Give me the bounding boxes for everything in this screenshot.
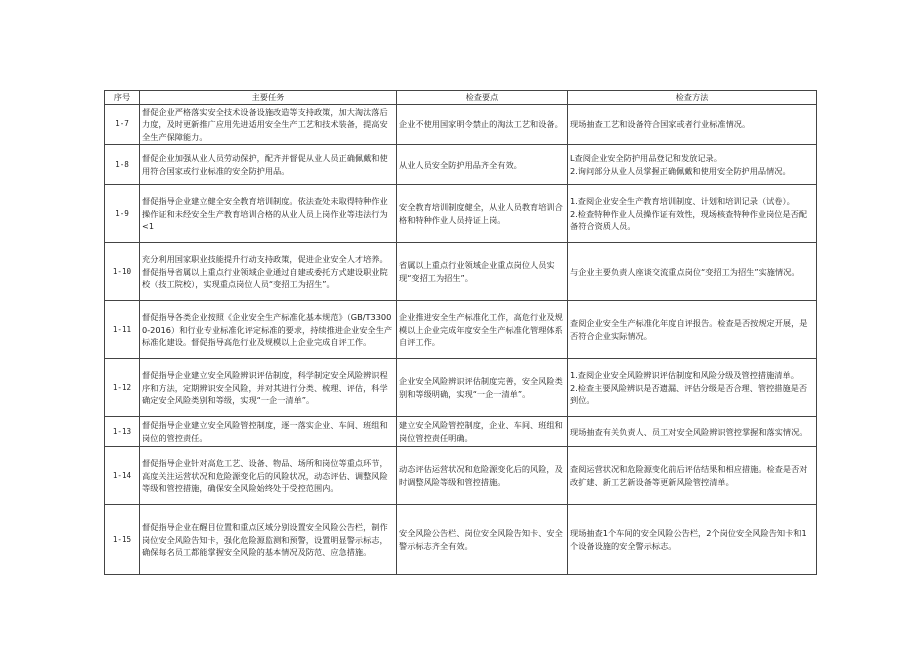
table-row <box>105 301 817 359</box>
row-method-line: 1.查阅企业安全风险辨识评估制度和风险分级及管控措施清单。 <box>570 369 799 380</box>
row-serial: 1-15 <box>105 505 140 575</box>
row-points: 省属以上重点行业领域企业重点岗位人员实现“变招工为招生”。 <box>397 243 568 301</box>
row-serial: 1-10 <box>105 243 140 301</box>
table-header-row <box>105 91 817 105</box>
header-serial: 序号 <box>105 91 140 105</box>
row-method: 查阅企业安全生产标准化年度自评报告。检查是否按规定开展，是否符合企业实际情况。 <box>568 301 817 359</box>
row-method: 现场抽查1个车间的安全风险公告栏，2个岗位安全风险告知卡和1个设备设施的安全警示标志。 <box>568 505 817 575</box>
row-method: 与企业主要负责人座谈交流重点岗位“变招工为招生”实施情况。 <box>568 243 817 301</box>
row-method-line: 2.询问部分从业人员掌握正确佩戴和使用安全防护用品情况。 <box>570 165 791 176</box>
header-check-method: 检查方法 <box>568 91 817 105</box>
table-row <box>105 104 817 145</box>
row-method <box>568 145 817 185</box>
table-row <box>105 359 817 417</box>
table-row <box>105 145 817 185</box>
inspection-table-page <box>104 90 816 575</box>
row-points: 动态评估运营状况和危险源变化后的风险，及时调整风险等级和管控措施。 <box>397 447 568 505</box>
row-method-line: 2.检查特种作业人员操作证有效性，现场核查特种作业岗位是否配备符合资质人员。 <box>570 208 808 232</box>
row-serial: 1-9 <box>105 185 140 243</box>
row-method: 现场抽查工艺和设备符合国家或者行业标准情况。 <box>568 104 817 145</box>
row-serial: 1-14 <box>105 447 140 505</box>
row-method-line: L查阅企业安全防护用品登记和发放记录。 <box>570 153 722 164</box>
row-task: 督促指导企业针对高危工艺、设备、物品、场所和岗位等重点环节，高度关注运营状况和危险源变化后的风险状况，动态评估、调整风险等级和管控措施，确保安全风险始终处于受控范围内。 <box>140 447 397 505</box>
table-row <box>105 417 817 447</box>
row-task: 督促指导各类企业按照《企业安全生产标准化基本规范》（GB/T33000-2016）和行业专业标准化评定标准的要求，持续推进企业安全生产标准化建设。督促指导高危行业及规模以上企业完成自评工作。 <box>140 301 397 359</box>
row-method: 查阅运营状况和危险源变化前后评估结果和相应措施。检查是否对改扩建、新工艺新设备等更新风险管控清单。 <box>568 447 817 505</box>
row-points: 企业不使用国家明令禁止的淘汰工艺和设备。 <box>397 104 568 145</box>
row-points: 安全风险公告栏、岗位安全风险告知卡、安全警示标志齐全有效。 <box>397 505 568 575</box>
row-method-line: 2.检查主要风险辨识是否遗漏、评估分级是否合理、管控措施是否到位。 <box>570 382 808 406</box>
table-row <box>105 243 817 301</box>
row-task: 督促企业加强从业人员劳动保护，配齐并督促从业人员正确佩戴和使用符合国家或行业标准的安全防护用品。 <box>140 145 397 185</box>
header-main-task: 主要任务 <box>140 91 397 105</box>
row-points: 企业安全风险辨识评估制度完善，安全风险类别和等级明确，实现“一企一清单”。 <box>397 359 568 417</box>
row-task: 督促指导企业建立安全风险管控制度，逐一落实企业、车间、班组和岗位的管控责任。 <box>140 417 397 447</box>
row-method <box>568 359 817 417</box>
table-row <box>105 505 817 575</box>
row-task: 督促指导企业在醒目位置和重点区域分别设置安全风险公告栏，制作岗位安全风险告知卡，强化危险源监测和预警，设置明显警示标志，确保每名员工都能掌握安全风险的基本情况及防范、应急措施。 <box>140 505 397 575</box>
table-row <box>105 447 817 505</box>
header-check-points: 检查要点 <box>397 91 568 105</box>
row-serial: 1-8 <box>105 145 140 185</box>
row-points: 从业人员安全防护用品齐全有效。 <box>397 145 568 185</box>
row-serial: 1-11 <box>105 301 140 359</box>
row-points: 企业推进安全生产标准化工作，高危行业及规模以上企业完成年度安全生产标准化管理体系自评工作。 <box>397 301 568 359</box>
row-points: 建立安全风险管控制度，企业、车间、班组和岗位管控责任明确。 <box>397 417 568 447</box>
row-task: 督促指导企业建立安全风险辨识评估制度，科学制定安全风险辨识程序和方法，定期辨识安全风险，并对其进行分类、梳理、评估，科学确定安全风险类别和等级，实现“一企一清单”。 <box>140 359 397 417</box>
table-row <box>105 185 817 243</box>
inspection-table <box>104 90 817 575</box>
row-serial: 1-13 <box>105 417 140 447</box>
row-method-line: 1.查阅企业安全生产教育培训制度、计划和培训记录（试卷）。 <box>570 195 795 206</box>
row-task: 督促企业严格落实安全技术设备设施改造等支持政策，加大淘汰落后力度，及时更新推广应用先进适用安全生产工艺和技术装备，提高安全生产保障能力。 <box>140 104 397 145</box>
row-serial: 1-12 <box>105 359 140 417</box>
row-task: 充分利用国家职业技能提升行动支持政策，促进企业安全人才培养。督促指导省属以上重点行业领域企业通过自建或委托方式建设职业院校（技工院校），实现重点岗位人员“变招工为招生”。 <box>140 243 397 301</box>
row-method <box>568 185 817 243</box>
row-method: 现场抽查有关负责人、员工对安全风险辨识管控掌握和落实情况。 <box>568 417 817 447</box>
row-points: 安全教育培训制度健全，从业人员教育培训合格和特种作业人员持证上岗。 <box>397 185 568 243</box>
row-serial: 1-7 <box>105 104 140 145</box>
row-task: 督促指导企业建立健全安全教育培训制度。依法查处未取得特种作业操作证和未经安全生产教育培训合格的从业人员上岗作业等违法行为<1 <box>140 185 397 243</box>
